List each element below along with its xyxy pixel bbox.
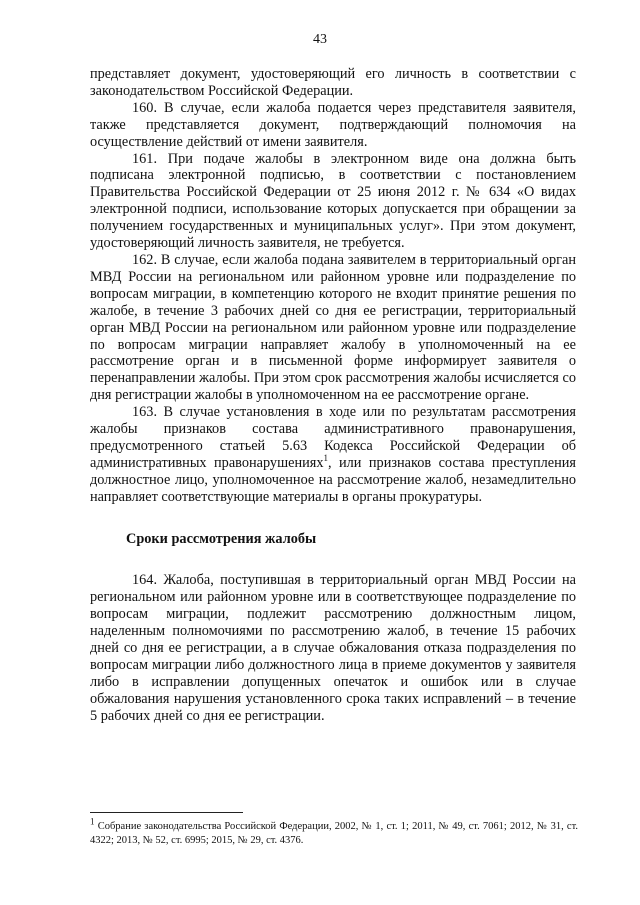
paragraph-164: 164. Жалоба, поступившая в территориальный орган МВД России на региональном или районном уровне или в соответствующее подразделение по вопросам миграции, подлежит рассмотрению должностным лицом, наделенным полномочиями по рассмотрению жалоб, в течение 15 рабочих дней со дня ее регистрации, а в случае обжалования отказа подразделения по вопросам миграции либо должностного лица в приеме документов у заявителя либо в исправлении допущенных опечаток и ошибок или в случае обжалования нарушения установленного срока таких исправлений – в течение 5 рабочих дней со дня ее регистрации. <box>90 572 576 724</box>
footnote-mark: 1 <box>90 816 95 827</box>
footnote-divider <box>90 812 243 813</box>
paragraph-161: 161. При подаче жалобы в электронном виде она должна быть подписана электронной подписью, в соответствии с постановлением Правительства Российской Федерации от 25 июня 2012 г. № 634 «О видах электронной подписи, использование которых допускается при обращении за получением государственных и муниципальных услуг». При этом документ, удостоверяющий личность заявителя, не требуется. <box>90 150 576 252</box>
footnote-reference: 1 <box>323 453 328 464</box>
paragraph-163-text-b: , или признаков состава преступления должностное лицо, уполномоченное на рассмотрение жалоб, незамедлительно направляет соответствующие материалы в органы прокуратуры. <box>90 454 576 505</box>
paragraph-162: 162. В случае, если жалоба подана заявителем в территориальный орган МВД России на региональном или районном уровне или подразделение по вопросам миграции, в компетенцию которого не входит принятие решения по жалобе, в течение 3 рабочих дней со дня ее регистрации, территориальный орган МВД России на региональном или районном уровне или подразделение по вопросам миграции направляет жалобу в уполномоченный на ее рассмотрение орган и в письменной форме информирует заявителя о перенаправлении жалобы. При этом срок рассмотрения жалобы исчисляется со дня регистрации жалобы в уполномоченном на ее рассмотрение органе. <box>90 251 576 404</box>
page-number: 43 <box>313 32 327 47</box>
footnote-text: Собрание законодательства Российской Федерации, 2002, № 1, ст. 1; 2011, № 49, ст. 7061; 2012, № 31, ст. 4322; 2013, № 52, ст. 6995; 2015, № 29, ст. 4376. <box>90 821 579 846</box>
section-heading: Сроки рассмотрения жалобы <box>126 530 317 547</box>
document-body <box>90 66 576 725</box>
footnote <box>90 816 579 847</box>
paragraph-160: 160. В случае, если жалоба подается через представителя заявителя, также представляется документ, подтверждающий полномочия на осуществление действий от имени заявителя. <box>90 99 576 150</box>
paragraph-163 <box>90 404 576 505</box>
paragraph-163-text-a: 163. В случае установления в ходе или по результатам рассмотрения жалобы признаков состава административного правонарушения, предусмотренного статьей 5.63 Кодекса Российской Федерации об административных правонарушениях <box>90 404 576 471</box>
paragraph-continuation: представляет документ, удостоверяющий его личность в соответствии с законодательством Российской Федерации. <box>90 66 576 99</box>
